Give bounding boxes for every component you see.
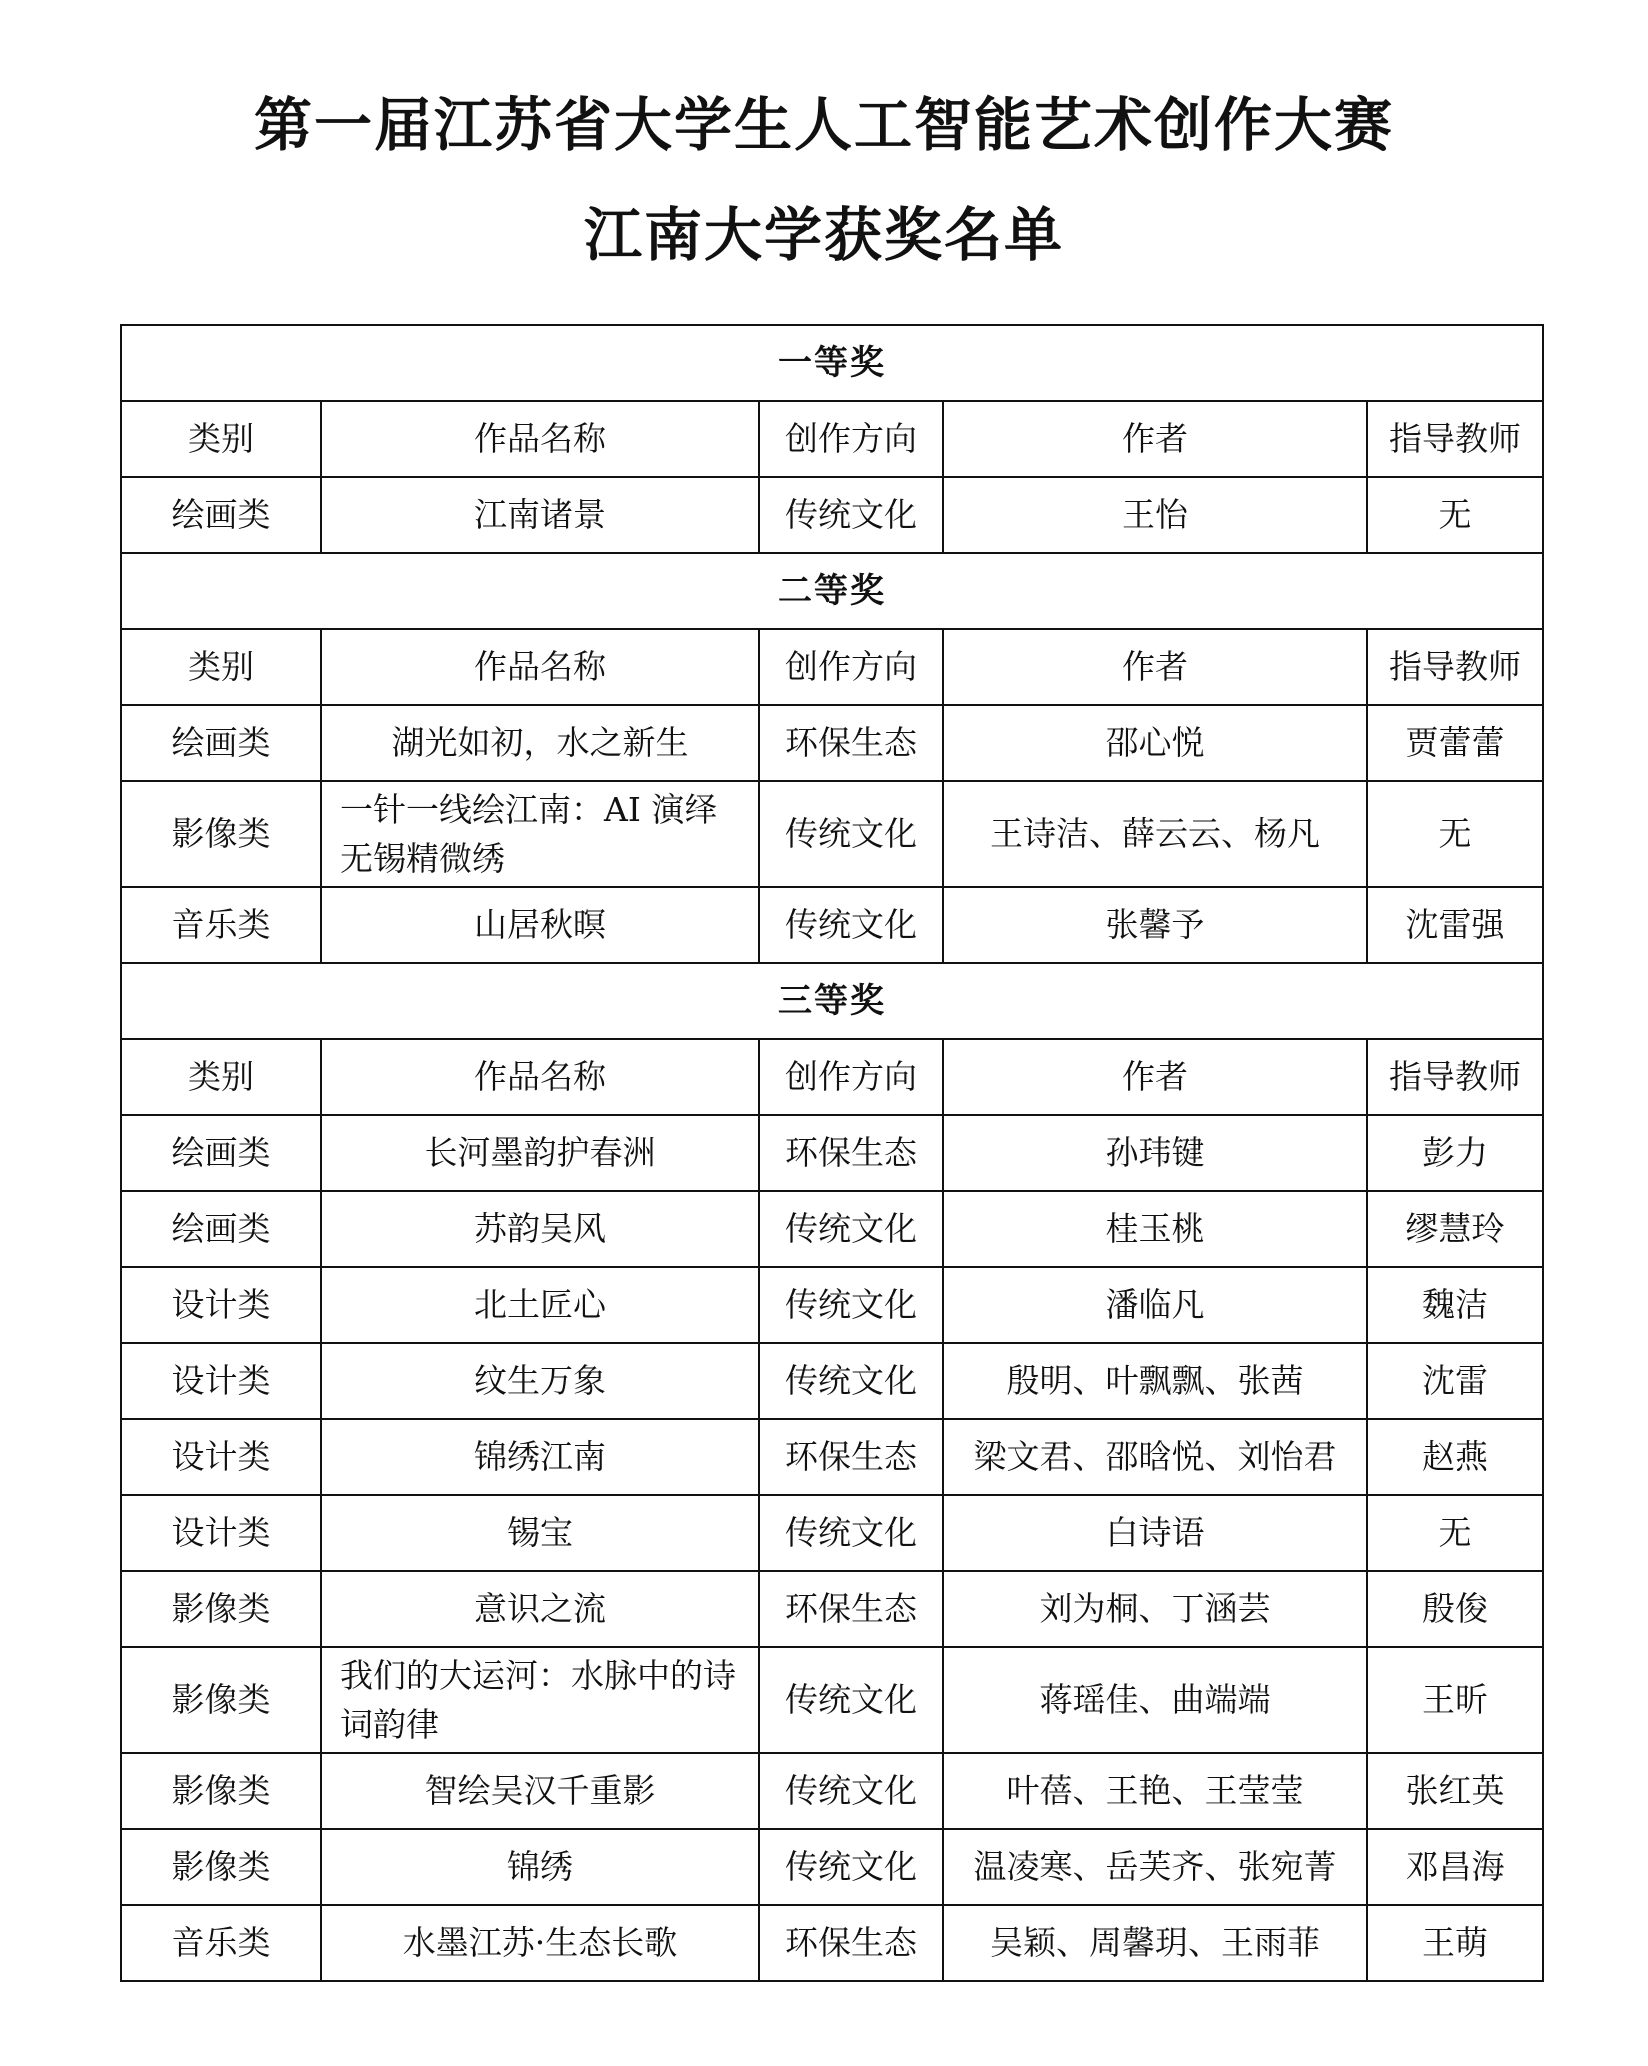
- cell-direction: 传统文化: [759, 1495, 943, 1571]
- cell-work: 智绘吴汉千重影: [321, 1753, 759, 1829]
- column-header-work: 作品名称: [321, 1039, 759, 1115]
- column-header-category: 类别: [121, 1039, 321, 1115]
- cell-direction: 环保生态: [759, 1905, 943, 1981]
- cell-advisor: 缪慧玲: [1367, 1191, 1543, 1267]
- cell-advisor: 魏洁: [1367, 1267, 1543, 1343]
- cell-work: 一针一线绘江南：AI 演绎无锡精微绣: [321, 781, 759, 887]
- cell-author: 温凌寒、岳芙齐、张宛菁: [943, 1829, 1367, 1905]
- cell-work: 锡宝: [321, 1495, 759, 1571]
- column-header-advisor: 指导教师: [1367, 401, 1543, 477]
- cell-category: 音乐类: [121, 887, 321, 963]
- cell-work: 水墨江苏·生态长歌: [321, 1905, 759, 1981]
- section-title: 二等奖: [121, 553, 1543, 629]
- cell-direction: 传统文化: [759, 1753, 943, 1829]
- cell-category: 影像类: [121, 1829, 321, 1905]
- cell-author: 吴颖、周馨玥、王雨菲: [943, 1905, 1367, 1981]
- cell-direction: 传统文化: [759, 1647, 943, 1753]
- cell-author: 张馨予: [943, 887, 1367, 963]
- cell-category: 影像类: [121, 1571, 321, 1647]
- cell-category: 设计类: [121, 1267, 321, 1343]
- column-header-direction: 创作方向: [759, 629, 943, 705]
- cell-author: 桂玉桃: [943, 1191, 1367, 1267]
- cell-category: 绘画类: [121, 477, 321, 553]
- table-row: [121, 1647, 1543, 1753]
- cell-advisor: 贾蕾蕾: [1367, 705, 1543, 781]
- cell-direction: 环保生态: [759, 1115, 943, 1191]
- cell-author: 邵心悦: [943, 705, 1367, 781]
- column-header-direction: 创作方向: [759, 401, 943, 477]
- cell-advisor: 沈雷: [1367, 1343, 1543, 1419]
- cell-advisor: 彭力: [1367, 1115, 1543, 1191]
- cell-advisor: 王昕: [1367, 1647, 1543, 1753]
- cell-work: 北土匠心: [321, 1267, 759, 1343]
- cell-advisor: 邓昌海: [1367, 1829, 1543, 1905]
- section-title: 三等奖: [121, 963, 1543, 1039]
- column-header-work: 作品名称: [321, 629, 759, 705]
- cell-category: 影像类: [121, 1647, 321, 1753]
- cell-category: 设计类: [121, 1419, 321, 1495]
- cell-author: 孙玮键: [943, 1115, 1367, 1191]
- cell-direction: 环保生态: [759, 705, 943, 781]
- cell-direction: 传统文化: [759, 887, 943, 963]
- table-row: [121, 1905, 1543, 1981]
- column-header-advisor: 指导教师: [1367, 1039, 1543, 1115]
- table-row: [121, 781, 1543, 887]
- column-header-direction: 创作方向: [759, 1039, 943, 1115]
- cell-work: 湖光如初，水之新生: [321, 705, 759, 781]
- table-row: [121, 477, 1543, 553]
- column-header-category: 类别: [121, 401, 321, 477]
- column-header-row: [121, 1039, 1543, 1115]
- section-header-row: [121, 553, 1543, 629]
- cell-author: 刘为桐、丁涵芸: [943, 1571, 1367, 1647]
- cell-category: 设计类: [121, 1495, 321, 1571]
- table-row: [121, 1191, 1543, 1267]
- cell-author: 蒋瑶佳、曲端端: [943, 1647, 1367, 1753]
- column-header-author: 作者: [943, 401, 1367, 477]
- cell-author: 殷明、叶飘飘、张茜: [943, 1343, 1367, 1419]
- cell-advisor: 殷俊: [1367, 1571, 1543, 1647]
- table-row: [121, 1753, 1543, 1829]
- table-row: [121, 705, 1543, 781]
- section-header-row: [121, 963, 1543, 1039]
- cell-advisor: 张红英: [1367, 1753, 1543, 1829]
- section-header-row: [121, 325, 1543, 401]
- cell-direction: 传统文化: [759, 1343, 943, 1419]
- cell-direction: 传统文化: [759, 1267, 943, 1343]
- cell-author: 白诗语: [943, 1495, 1367, 1571]
- cell-author: 叶蓓、王艳、王莹莹: [943, 1753, 1367, 1829]
- awards-table: [120, 324, 1544, 1982]
- cell-category: 影像类: [121, 1753, 321, 1829]
- cell-author: 王怡: [943, 477, 1367, 553]
- cell-advisor: 无: [1367, 477, 1543, 553]
- cell-category: 绘画类: [121, 1115, 321, 1191]
- cell-direction: 环保生态: [759, 1419, 943, 1495]
- cell-advisor: 无: [1367, 781, 1543, 887]
- cell-direction: 传统文化: [759, 477, 943, 553]
- column-header-advisor: 指导教师: [1367, 629, 1543, 705]
- table-row: [121, 887, 1543, 963]
- table-row: [121, 1571, 1543, 1647]
- cell-advisor: 沈雷强: [1367, 887, 1543, 963]
- table-row: [121, 1829, 1543, 1905]
- cell-work: 长河墨韵护春洲: [321, 1115, 759, 1191]
- cell-work: 锦绣江南: [321, 1419, 759, 1495]
- table-row: [121, 1343, 1543, 1419]
- table-row: [121, 1267, 1543, 1343]
- column-header-row: [121, 401, 1543, 477]
- cell-direction: 环保生态: [759, 1571, 943, 1647]
- cell-direction: 传统文化: [759, 781, 943, 887]
- table-row: [121, 1115, 1543, 1191]
- column-header-work: 作品名称: [321, 401, 759, 477]
- cell-work: 江南诸景: [321, 477, 759, 553]
- cell-author: 王诗洁、薛云云、杨凡: [943, 781, 1367, 887]
- cell-work: 意识之流: [321, 1571, 759, 1647]
- cell-work: 锦绣: [321, 1829, 759, 1905]
- cell-category: 音乐类: [121, 1905, 321, 1981]
- cell-work: 我们的大运河：水脉中的诗词韵律: [321, 1647, 759, 1753]
- cell-category: 影像类: [121, 781, 321, 887]
- column-header-author: 作者: [943, 629, 1367, 705]
- cell-advisor: 无: [1367, 1495, 1543, 1571]
- cell-advisor: 赵燕: [1367, 1419, 1543, 1495]
- cell-category: 绘画类: [121, 1191, 321, 1267]
- cell-work: 山居秋暝: [321, 887, 759, 963]
- column-header-author: 作者: [943, 1039, 1367, 1115]
- cell-work: 纹生万象: [321, 1343, 759, 1419]
- cell-author: 梁文君、邵晗悦、刘怡君: [943, 1419, 1367, 1495]
- cell-category: 设计类: [121, 1343, 321, 1419]
- table-row: [121, 1419, 1543, 1495]
- page-title: 第一届江苏省大学生人工智能艺术创作大赛: [253, 91, 1394, 159]
- cell-direction: 传统文化: [759, 1829, 943, 1905]
- table-row: [121, 1495, 1543, 1571]
- cell-direction: 传统文化: [759, 1191, 943, 1267]
- cell-work: 苏韵吴风: [321, 1191, 759, 1267]
- cell-author: 潘临凡: [943, 1267, 1367, 1343]
- section-title: 一等奖: [121, 325, 1543, 401]
- cell-category: 绘画类: [121, 705, 321, 781]
- page-subtitle: 江南大学获奖名单: [583, 201, 1064, 269]
- column-header-category: 类别: [121, 629, 321, 705]
- column-header-row: [121, 629, 1543, 705]
- cell-advisor: 王萌: [1367, 1905, 1543, 1981]
